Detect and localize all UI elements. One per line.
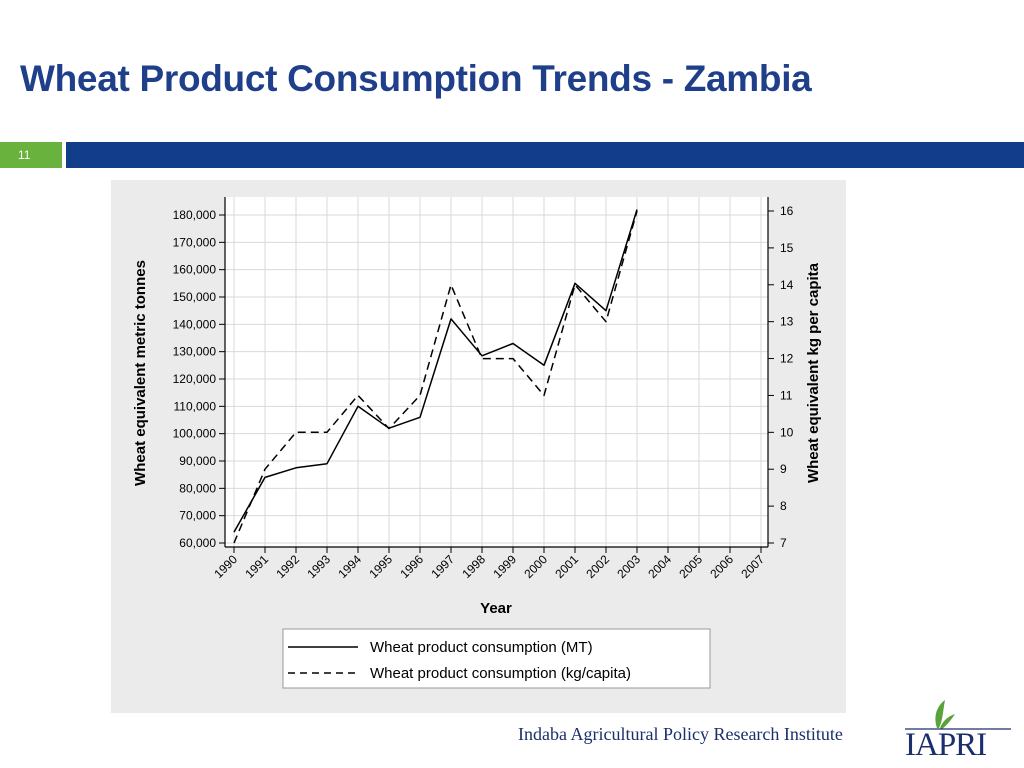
- legend-entry-kg-capita: Wheat product consumption (kg/capita): [370, 665, 631, 682]
- y2-tick-label: 16: [780, 204, 794, 218]
- x-tick-label: 2005: [676, 552, 706, 582]
- slide-title: Wheat Product Consumption Trends - Zambia: [20, 58, 812, 99]
- x-axis-ticks: [211, 547, 767, 581]
- y-tick-label: 90,000: [179, 454, 216, 468]
- y-tick-label: 170,000: [172, 235, 216, 250]
- footer-org-name: Indaba Agricultural Policy Research Institute: [518, 724, 843, 744]
- x-tick-label: 2003: [614, 552, 644, 582]
- x-tick-label: 1991: [242, 552, 272, 582]
- x-tick-label: 1997: [428, 552, 458, 582]
- x-tick-label: 1999: [490, 552, 520, 582]
- y-tick-label: 180,000: [172, 208, 216, 222]
- x-tick-label: 1993: [304, 552, 334, 582]
- y-tick-label: 100,000: [172, 426, 216, 441]
- legend: [283, 629, 710, 688]
- header-band: [66, 142, 1024, 168]
- y2-tick-label: 10: [780, 425, 794, 440]
- y-tick-label: 70,000: [179, 508, 216, 523]
- y-tick-label: 150,000: [172, 290, 216, 304]
- x-tick-label: 1998: [459, 552, 489, 582]
- x-tick-label: 1994: [335, 552, 365, 582]
- chart-panel: [111, 180, 846, 713]
- y2-tick-label: 11: [780, 388, 793, 403]
- slide-number: 11: [0, 142, 62, 168]
- line-chart: [111, 180, 846, 713]
- y2-tick-label: 12: [780, 351, 794, 366]
- y-tick-label: 140,000: [172, 317, 216, 332]
- logo-text: IAPRI: [905, 727, 987, 758]
- y2-tick-label: 7: [780, 536, 787, 550]
- x-axis-label: Year: [480, 600, 512, 617]
- y-tick-label: 130,000: [172, 344, 216, 359]
- x-tick-label: 2004: [645, 552, 675, 582]
- y-tick-label: 60,000: [179, 536, 216, 550]
- x-tick-label: 1992: [273, 552, 303, 582]
- x-tick-label: 2007: [738, 552, 768, 582]
- plot-area: [225, 197, 768, 547]
- y-tick-label: 160,000: [172, 262, 216, 277]
- x-tick-label: 2001: [552, 552, 582, 582]
- y-tick-label: 110,000: [173, 399, 216, 414]
- x-tick-label: 1996: [397, 552, 427, 582]
- y-axis-right-ticks: [768, 204, 794, 550]
- x-tick-label: 2002: [583, 552, 613, 582]
- legend-entry-mt: Wheat product consumption (MT): [370, 639, 593, 656]
- y-tick-label: 80,000: [179, 481, 216, 496]
- iapri-logo: [903, 698, 1013, 758]
- y2-tick-label: 13: [780, 314, 794, 329]
- x-tick-label: 2000: [521, 552, 551, 582]
- y-tick-label: 120,000: [172, 372, 216, 386]
- y-axis-left-label: Wheat equivalent metric tonnes: [132, 260, 149, 486]
- y2-tick-label: 9: [780, 462, 787, 477]
- x-tick-label: 2006: [707, 552, 737, 582]
- y2-tick-label: 15: [780, 240, 794, 255]
- x-tick-label: 1990: [211, 552, 241, 582]
- y2-tick-label: 8: [780, 499, 787, 514]
- y2-tick-label: 14: [780, 277, 794, 292]
- y-axis-left-ticks: [173, 208, 225, 550]
- x-tick-label: 1995: [366, 552, 396, 582]
- y-axis-right-label: Wheat equivalent kg per capita: [805, 262, 822, 484]
